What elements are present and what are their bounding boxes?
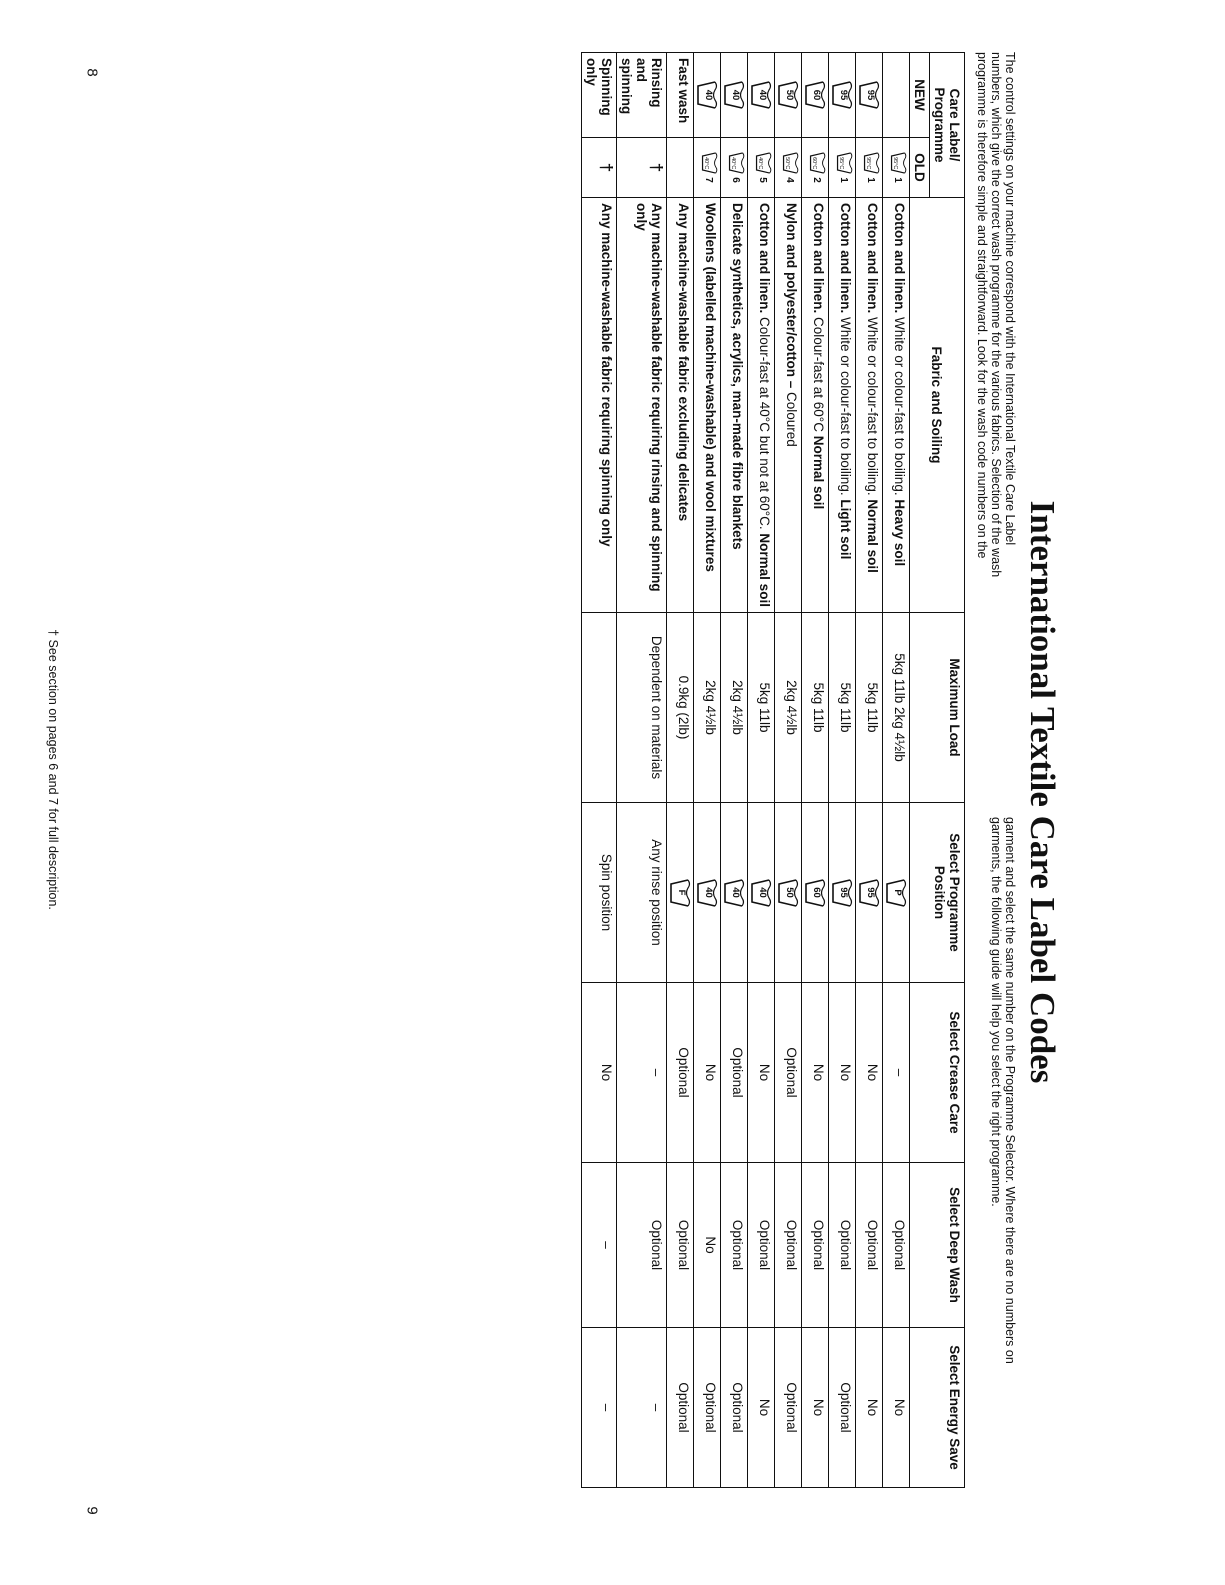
table-row — [617, 53, 667, 1488]
fabric-cell — [582, 198, 617, 613]
table-row — [582, 53, 617, 1488]
new-label-cell — [694, 53, 721, 138]
fabric-text: Coloured — [784, 388, 799, 447]
table-row — [775, 53, 802, 1488]
wash-tub-icon — [890, 152, 907, 174]
new-label-cell — [829, 53, 856, 138]
deep-wash-cell: Optional — [883, 1163, 910, 1328]
footnote: † See section on pages 6 and 7 for full description. — [46, 629, 60, 910]
old-number: 5 — [757, 177, 768, 183]
header-care-label: Care Label/ Programme — [930, 53, 965, 198]
deep-wash-cell: Optional — [748, 1163, 775, 1328]
new-label-cell — [721, 53, 748, 138]
wash-temp: 95 — [865, 89, 876, 101]
intro-line: garments, the following guide will help you select the right programme. — [989, 817, 1003, 1207]
header-new: NEW — [910, 53, 930, 138]
fabric-text: White or colour-fast to boiling. — [892, 313, 907, 500]
old-label-cell: † — [582, 138, 617, 198]
new-label-cell: Fast wash — [667, 53, 694, 138]
page-number-left: 8 — [83, 68, 101, 77]
programme-value: 60 — [811, 887, 822, 898]
fabric-cell — [667, 198, 694, 613]
crease-care-cell: No — [856, 983, 883, 1163]
energy-save-cell: No — [856, 1328, 883, 1488]
fabric-cell — [775, 198, 802, 613]
table-row — [856, 53, 883, 1488]
crease-care-cell: – — [883, 983, 910, 1163]
old-label-cell — [667, 138, 694, 198]
wash-tub-icon — [755, 152, 772, 174]
page-title: International Textile Care Label Codes — [1023, 500, 1062, 1084]
old-temp: 95°C — [865, 157, 871, 170]
old-number: 4 — [784, 177, 795, 183]
old-temp: 95°C — [838, 157, 844, 170]
wash-tub-icon — [750, 81, 772, 109]
fabric-text: White or colour-fast to boiling. — [838, 313, 853, 500]
programme-value: 50 — [784, 887, 795, 898]
header-max-load: Maximum Load — [910, 613, 965, 803]
deep-wash-cell: Optional — [667, 1163, 694, 1328]
old-temp: 40°C — [703, 157, 709, 170]
header-energy-save: Select Energy Save — [910, 1328, 965, 1488]
old-label-cell — [883, 138, 910, 198]
fabric-bold: Cotton and linen. — [838, 203, 853, 314]
wash-tub-icon — [831, 81, 853, 109]
programme-cell: Spin position — [582, 803, 617, 983]
wash-tub-icon — [728, 152, 745, 174]
wash-temp: 95 — [838, 89, 849, 101]
deep-wash-cell: Optional — [856, 1163, 883, 1328]
old-label-cell — [775, 138, 802, 198]
new-label-cell — [775, 53, 802, 138]
old-number: 1 — [865, 177, 876, 183]
old-label-cell — [748, 138, 775, 198]
fabric-soil: Normal soil — [757, 533, 772, 607]
wash-tub-icon — [701, 152, 718, 174]
programme-cell — [667, 803, 694, 983]
max-load-cell: 2kg 4½lb — [775, 613, 802, 803]
programme-cell — [775, 803, 802, 983]
table-row — [883, 53, 910, 1488]
old-label-cell — [856, 138, 883, 198]
intro-text — [969, 52, 1017, 1532]
old-number: 1 — [892, 177, 903, 183]
crease-care-cell: Optional — [775, 983, 802, 1163]
max-load-cell: 5kg 11lb — [829, 613, 856, 803]
old-label-cell: † — [617, 138, 667, 198]
programme-tub-icon — [831, 879, 853, 907]
max-load-cell: Dependent on materials — [617, 613, 667, 803]
table-row — [748, 53, 775, 1488]
wash-temp: 40 — [730, 89, 741, 101]
crease-care-cell: No — [802, 983, 829, 1163]
old-label-cell — [721, 138, 748, 198]
max-load-cell — [582, 613, 617, 803]
intro-column-2 — [969, 817, 1017, 1532]
fabric-bold: Any machine-washable fabric requiring spinning only — [599, 203, 614, 547]
old-number: 7 — [703, 177, 714, 183]
wash-tub-icon — [777, 81, 799, 109]
fabric-text: White or colour-fast to boiling. — [865, 313, 880, 500]
programme-tub-icon — [885, 879, 907, 907]
header-deep-wash: Select Deep Wash — [910, 1163, 965, 1328]
fabric-bold: Cotton and linen. — [865, 203, 880, 314]
fabric-text: Colour-fast at 40°C but not at 60°C. — [757, 313, 772, 534]
intro-line: programme is therefore simple and straightforward. Look for the wash code numbers on the — [975, 52, 989, 559]
new-label-cell — [856, 53, 883, 138]
programme-cell — [856, 803, 883, 983]
energy-save-cell: No — [883, 1328, 910, 1488]
intro-line: The control settings on your machine correspond with the International Textile Care Label — [1003, 52, 1017, 546]
programme-cell — [694, 803, 721, 983]
header-fabric: Fabric and Soiling — [910, 198, 965, 613]
crease-care-cell: – — [617, 983, 667, 1163]
new-label-cell — [802, 53, 829, 138]
old-temp: 40°C — [730, 157, 736, 170]
fabric-soil: Normal soil — [811, 435, 826, 510]
fabric-bold: Cotton and linen. — [811, 203, 826, 314]
old-temp: 50°C — [784, 157, 790, 170]
table-body — [582, 53, 910, 1488]
max-load-cell: 5kg 11lb — [748, 613, 775, 803]
wash-tub-icon — [809, 152, 826, 174]
energy-save-cell: – — [582, 1328, 617, 1488]
programme-value: 40 — [703, 887, 714, 898]
energy-save-cell: – — [617, 1328, 667, 1488]
fabric-bold: Woollens (labelled machine-washable) and wool mixtures — [703, 203, 718, 572]
fabric-bold: Delicate synthetics, acrylics, man-made fibre blankets — [730, 203, 745, 550]
deep-wash-cell: Optional — [775, 1163, 802, 1328]
old-label-cell — [694, 138, 721, 198]
wash-tub-icon — [858, 81, 880, 109]
fabric-bold: Cotton and linen. — [892, 203, 907, 314]
fabric-bold: Any machine-washable fabric excluding delicates — [676, 203, 691, 522]
crease-care-cell: No — [582, 983, 617, 1163]
fabric-cell — [694, 198, 721, 613]
wash-tub-icon — [723, 81, 745, 109]
energy-save-cell: No — [802, 1328, 829, 1488]
fabric-cell — [617, 198, 667, 613]
new-label-cell — [748, 53, 775, 138]
deep-wash-cell: No — [694, 1163, 721, 1328]
header-row — [930, 53, 965, 1488]
programme-value: 95 — [865, 887, 876, 898]
energy-save-cell: No — [748, 1328, 775, 1488]
programme-tub-icon — [858, 879, 880, 907]
programme-value: 40 — [757, 887, 768, 898]
programme-tub-icon — [804, 879, 826, 907]
fabric-soil: Light soil — [838, 499, 853, 560]
rotated-page-content — [25, 52, 1065, 1532]
programme-cell — [802, 803, 829, 983]
table-row — [694, 53, 721, 1488]
old-temp: 60°C — [811, 157, 817, 170]
intro-line: numbers, which give the correct wash programme for the various fabrics. Selection of the wash — [989, 52, 1003, 578]
programme-tub-icon — [750, 879, 772, 907]
intro-line: garment and select the same number on the Programme Selector. Where there are no numbers on — [1003, 817, 1017, 1364]
wash-temp: 40 — [703, 89, 714, 101]
energy-save-cell: Optional — [829, 1328, 856, 1488]
crease-care-cell: No — [694, 983, 721, 1163]
table-row — [829, 53, 856, 1488]
fabric-soil: Heavy soil — [892, 499, 907, 567]
crease-care-cell: Optional — [721, 983, 748, 1163]
deep-wash-cell: Optional — [802, 1163, 829, 1328]
programme-cell — [883, 803, 910, 983]
wash-tub-icon — [804, 81, 826, 109]
wash-temp: 60 — [811, 89, 822, 101]
new-label-cell: Rinsing and spinning — [617, 53, 667, 138]
programme-value: P — [892, 889, 903, 896]
programme-tub-icon — [669, 879, 691, 907]
old-label-cell — [802, 138, 829, 198]
header-programme-position: Select Programme Position — [910, 803, 965, 983]
programme-value: 95 — [838, 887, 849, 898]
max-load-cell: 5kg 11lb — [802, 613, 829, 803]
old-temp: 95°C — [892, 157, 898, 170]
deep-wash-cell: Optional — [721, 1163, 748, 1328]
fabric-text: Colour-fast at 60°C — [811, 313, 826, 436]
fabric-bold: Any machine-washable fabric requiring rinsing and spinning only — [634, 203, 664, 592]
deep-wash-cell: Optional — [829, 1163, 856, 1328]
crease-care-cell: No — [748, 983, 775, 1163]
wash-temp: 40 — [757, 89, 768, 101]
max-load-cell: 5kg 11lb — [856, 613, 883, 803]
fabric-cell — [802, 198, 829, 613]
header-old: OLD — [910, 138, 930, 198]
crease-care-cell: Optional — [667, 983, 694, 1163]
programme-cell — [721, 803, 748, 983]
programme-cell: Any rinse position — [617, 803, 667, 983]
fabric-cell — [883, 198, 910, 613]
energy-save-cell: Optional — [721, 1328, 748, 1488]
intro-column-1 — [969, 52, 1017, 797]
new-label-cell: Spinning only — [582, 53, 617, 138]
fabric-bold: Nylon and polyester/cotton – — [784, 203, 799, 389]
old-number: 1 — [838, 177, 849, 183]
max-load-cell: 2kg 4½lb — [721, 613, 748, 803]
energy-save-cell: Optional — [667, 1328, 694, 1488]
fabric-cell — [829, 198, 856, 613]
wash-tub-icon — [696, 81, 718, 109]
energy-save-cell: Optional — [775, 1328, 802, 1488]
programme-value: F — [676, 889, 687, 896]
deep-wash-cell: – — [582, 1163, 617, 1328]
fabric-soil: Normal soil — [865, 499, 880, 573]
deep-wash-cell: Optional — [617, 1163, 667, 1328]
crease-care-cell: No — [829, 983, 856, 1163]
old-label-cell — [829, 138, 856, 198]
wash-tub-icon — [836, 152, 853, 174]
wash-tub-icon — [782, 152, 799, 174]
programme-tub-icon — [777, 879, 799, 907]
header-crease-care: Select Crease Care — [910, 983, 965, 1163]
programme-tub-icon — [696, 879, 718, 907]
fabric-bold: Cotton and linen. — [757, 203, 772, 314]
programme-tub-icon — [723, 879, 745, 907]
old-temp: 40°C — [757, 157, 763, 170]
new-label-cell — [883, 53, 910, 138]
page-number-right: 9 — [83, 1506, 101, 1515]
max-load-cell: 2kg 4½lb — [694, 613, 721, 803]
table-row — [721, 53, 748, 1488]
programme-value: 40 — [730, 887, 741, 898]
old-number: 2 — [811, 177, 822, 183]
table-row — [802, 53, 829, 1488]
fabric-cell — [748, 198, 775, 613]
max-load-cell: 5kg 11lb 2kg 4½lb — [883, 613, 910, 803]
fabric-cell — [721, 198, 748, 613]
wash-temp: 50 — [784, 89, 795, 101]
energy-save-cell: Optional — [694, 1328, 721, 1488]
fabric-cell — [856, 198, 883, 613]
care-label-table — [581, 52, 965, 1488]
programme-cell — [748, 803, 775, 983]
wash-tub-icon — [863, 152, 880, 174]
max-load-cell: 0.9kg (2lb) — [667, 613, 694, 803]
old-number: 6 — [730, 177, 741, 183]
table-row — [667, 53, 694, 1488]
programme-cell — [829, 803, 856, 983]
